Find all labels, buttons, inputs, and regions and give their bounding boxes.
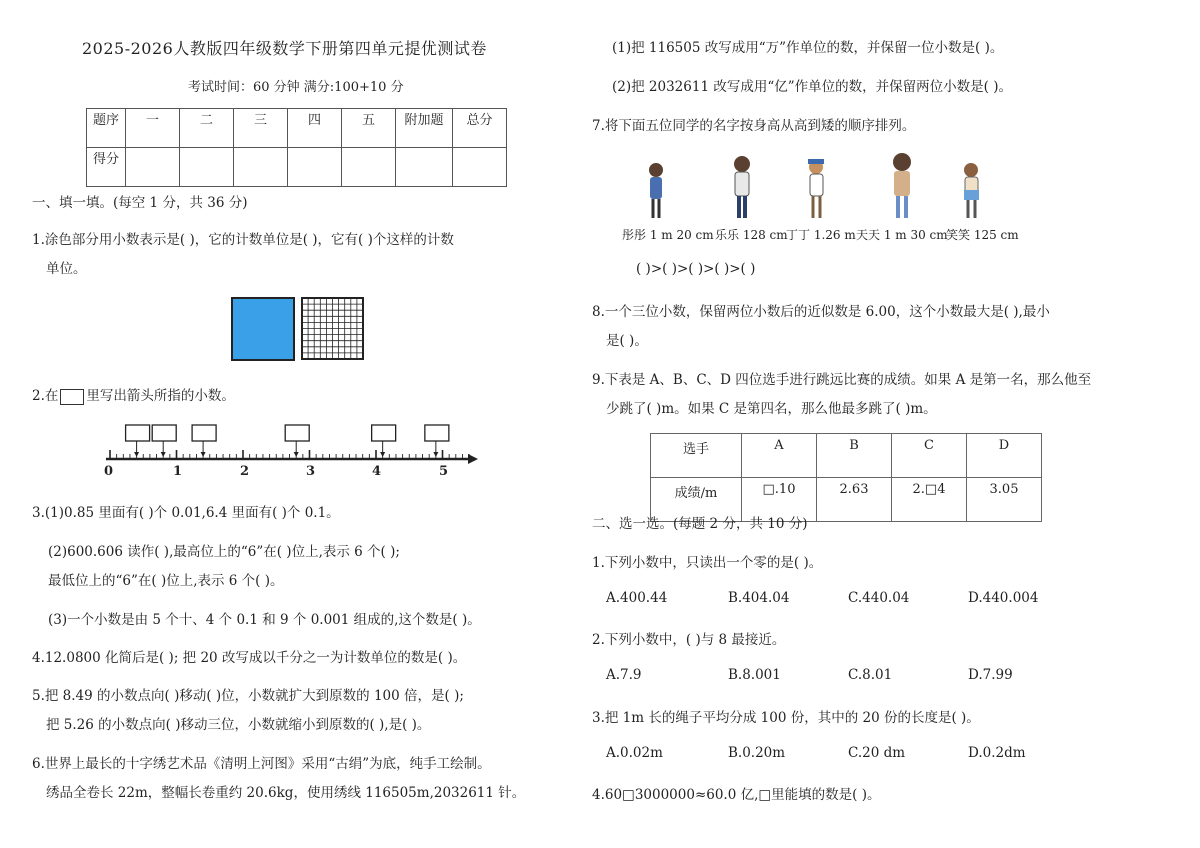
student-figure-tongtong: [649, 163, 663, 218]
jump-header-cell: 选手: [651, 434, 742, 478]
jump-cell: 3.05: [967, 478, 1042, 522]
student-label-tiantian: 天天 1 m 30 cm: [856, 228, 948, 242]
score-header-cell: 总分: [453, 109, 507, 148]
number-line-label-5: 5: [439, 464, 449, 479]
hundred-grid-figure: [301, 297, 365, 361]
question-5: 5.把 8.49 的小数点向( )移动( )位，小数就扩大到原数的 100 倍，是( );: [32, 688, 464, 704]
arrow-head-icon: [433, 452, 438, 457]
question-5-cont: 把 5.26 的小数点向( )移动三位，小数就缩小到原数的( ),是( )。: [46, 717, 431, 733]
jump-cell: 2.□4: [892, 478, 967, 522]
jump-header-cell: D: [967, 434, 1042, 478]
jump-cell: □.10: [742, 478, 817, 522]
jump-row-label: 成绩/m: [651, 478, 742, 522]
section-2-heading: 二、选一选。(每题 2 分，共 10 分): [592, 516, 808, 532]
question-9: 9.下表是 A、B、C、D 四位选手进行跳远比赛的成绩。如果 A 是第一名，那么他至: [592, 372, 1092, 388]
choice-question-4: 4.60□3000000≈60.0 亿,□里能填的数是( )。: [592, 787, 881, 803]
arrow-head-icon: [380, 452, 385, 457]
page-title: 2025-2026人教版四年级数学下册第四单元提优测试卷: [82, 39, 487, 58]
arrow-head-icon: [161, 452, 166, 457]
arrow-head-icon: [294, 452, 299, 457]
score-cell[interactable]: [180, 148, 234, 187]
score-cell[interactable]: [453, 148, 507, 187]
score-row-label: 得分: [87, 148, 126, 187]
choice-3-option-a[interactable]: A.0.02m: [606, 745, 663, 761]
student-figure-xiaoxiao: [964, 163, 979, 218]
student-figure-dingding: [808, 159, 824, 218]
score-cell[interactable]: [342, 148, 396, 187]
number-line-label-0: 0: [104, 464, 114, 479]
student-label-xiaoxiao: 笑笑 125 cm: [946, 228, 1019, 242]
score-header-cell: 三: [234, 109, 288, 148]
question-2-text: 里写出箭头所指的小数。: [86, 388, 235, 404]
jump-header-cell: C: [892, 434, 967, 478]
choice-1-option-b[interactable]: B.404.04: [728, 590, 790, 606]
question-9-cont: 少跳了( )m。如果 C 是第四名，那么他最多跳了( )m。: [606, 401, 937, 417]
question-7: 7.将下面五位同学的名字按身高从高到矮的顺序排列。: [592, 118, 916, 134]
choice-question-2: 2.下列小数中，( )与 8 最接近。: [592, 632, 786, 648]
question-8: 8.一个三位小数，保留两位小数后的近似数是 6.00，这个小数最大是( ),最小: [592, 304, 1050, 320]
score-cell[interactable]: [126, 148, 180, 187]
section-1-heading: 一、填一填。(每空 1 分，共 36 分): [32, 195, 248, 211]
question-3-2-cont: 最低位上的“6”在( )位上,表示 6 个( )。: [48, 573, 284, 589]
student-label-tongtong: 彤彤 1 m 20 cm: [622, 228, 714, 242]
number-line: [100, 422, 480, 482]
long-jump-header-row: [651, 434, 1042, 478]
number-line-label-3: 3: [306, 464, 316, 479]
score-cell[interactable]: [234, 148, 288, 187]
students-illustration: [640, 150, 1020, 225]
score-cell[interactable]: [396, 148, 453, 187]
score-header-cell: 二: [180, 109, 234, 148]
question-2: [32, 384, 235, 405]
answer-box: [152, 425, 176, 441]
question-4: 4.12.0800 化简后是( ); 把 20 改写成以千分之一为计数单位的数是( )。: [32, 650, 467, 666]
jump-header-cell: A: [742, 434, 817, 478]
score-table-row: [87, 148, 507, 187]
answer-box: [126, 425, 150, 441]
choice-3-option-c[interactable]: C.20 dm: [848, 745, 906, 761]
score-header-cell: 一: [126, 109, 180, 148]
question-6: 6.世界上最长的十字绣艺术品《清明上河图》采用“古绢”为底，纯手工绘制。: [32, 756, 491, 772]
score-header-cell: 五: [342, 109, 396, 148]
number-line-label-4: 4: [372, 464, 382, 479]
student-figure-tiantian: [893, 153, 911, 218]
choice-2-option-b[interactable]: B.8.001: [728, 667, 781, 683]
jump-cell: 2.63: [817, 478, 892, 522]
choice-1-option-d[interactable]: D.440.004: [968, 590, 1039, 606]
choice-2-option-a[interactable]: A.7.9: [606, 667, 642, 683]
choice-3-option-b[interactable]: B.0.20m: [728, 745, 786, 761]
score-header-cell: 题序: [87, 109, 126, 148]
choice-question-3: 3.把 1m 长的绳子平均分成 100 份，其中的 20 份的长度是( )。: [592, 710, 980, 726]
arrow-head-icon: [134, 452, 139, 457]
number-line-label-1: 1: [173, 464, 183, 479]
question-6-2: (2)把 2032611 改写成用“亿”作单位的数，并保留两位小数是( )。: [612, 79, 1012, 95]
score-header-cell: 四: [288, 109, 342, 148]
question-6-cont: 绣品全卷长 22m，整幅长卷重约 20.6kg，使用绣线 116505m,2032611 针。: [46, 785, 526, 801]
question-1-cont: 单位。: [46, 261, 87, 277]
long-jump-table: [650, 433, 1042, 522]
question-2-prefix: 2.在: [32, 388, 59, 404]
answer-box-icon: [60, 389, 84, 405]
choice-1-option-a[interactable]: A.400.44: [606, 590, 668, 606]
score-header-cell: 附加题: [396, 109, 453, 148]
number-line-label-2: 2: [240, 464, 250, 479]
question-8-cont: 是( )。: [606, 333, 648, 349]
answer-box: [372, 425, 396, 441]
score-table-header-row: [87, 109, 507, 148]
choice-question-1: 1.下列小数中，只读出一个零的是( )。: [592, 555, 823, 571]
score-cell[interactable]: [288, 148, 342, 187]
student-label-dingding: 丁丁 1.26 m: [786, 228, 856, 242]
choice-2-option-c[interactable]: C.8.01: [848, 667, 893, 683]
question-1: 1.涂色部分用小数表示是( )，它的计数单位是( )，它有( )个这样的计数: [32, 232, 454, 248]
question-7-order: ( )>( )>( )>( )>( ): [636, 261, 756, 277]
student-figure-lele: [734, 156, 750, 218]
student-label-lele: 乐乐 128 cm: [715, 228, 788, 242]
jump-header-cell: B: [817, 434, 892, 478]
question-6-1: (1)把 116505 改写成用“万”作单位的数，并保留一位小数是( )。: [612, 40, 1004, 56]
shaded-square-figure: [231, 297, 295, 361]
question-3-1: 3.(1)0.85 里面有( )个 0.01,6.4 里面有( )个 0.1。: [32, 505, 340, 521]
exam-info: 考试时间：60 分钟 满分:100+10 分: [188, 80, 404, 95]
score-table: [86, 108, 507, 187]
question-3-3: (3)一个小数是由 5 个十、4 个 0.1 和 9 个 0.001 组成的,这个数是( )。: [48, 612, 481, 628]
choice-2-option-d[interactable]: D.7.99: [968, 667, 1013, 683]
arrow-head-icon: [201, 452, 206, 457]
choice-1-option-c[interactable]: C.440.04: [848, 590, 910, 606]
answer-box: [192, 425, 216, 441]
answer-box: [425, 425, 449, 441]
choice-3-option-d[interactable]: D.0.2dm: [968, 745, 1026, 761]
answer-box: [285, 425, 309, 441]
question-3-2: (2)600.606 读作( ),最高位上的“6”在( )位上,表示 6 个( );: [48, 544, 400, 560]
